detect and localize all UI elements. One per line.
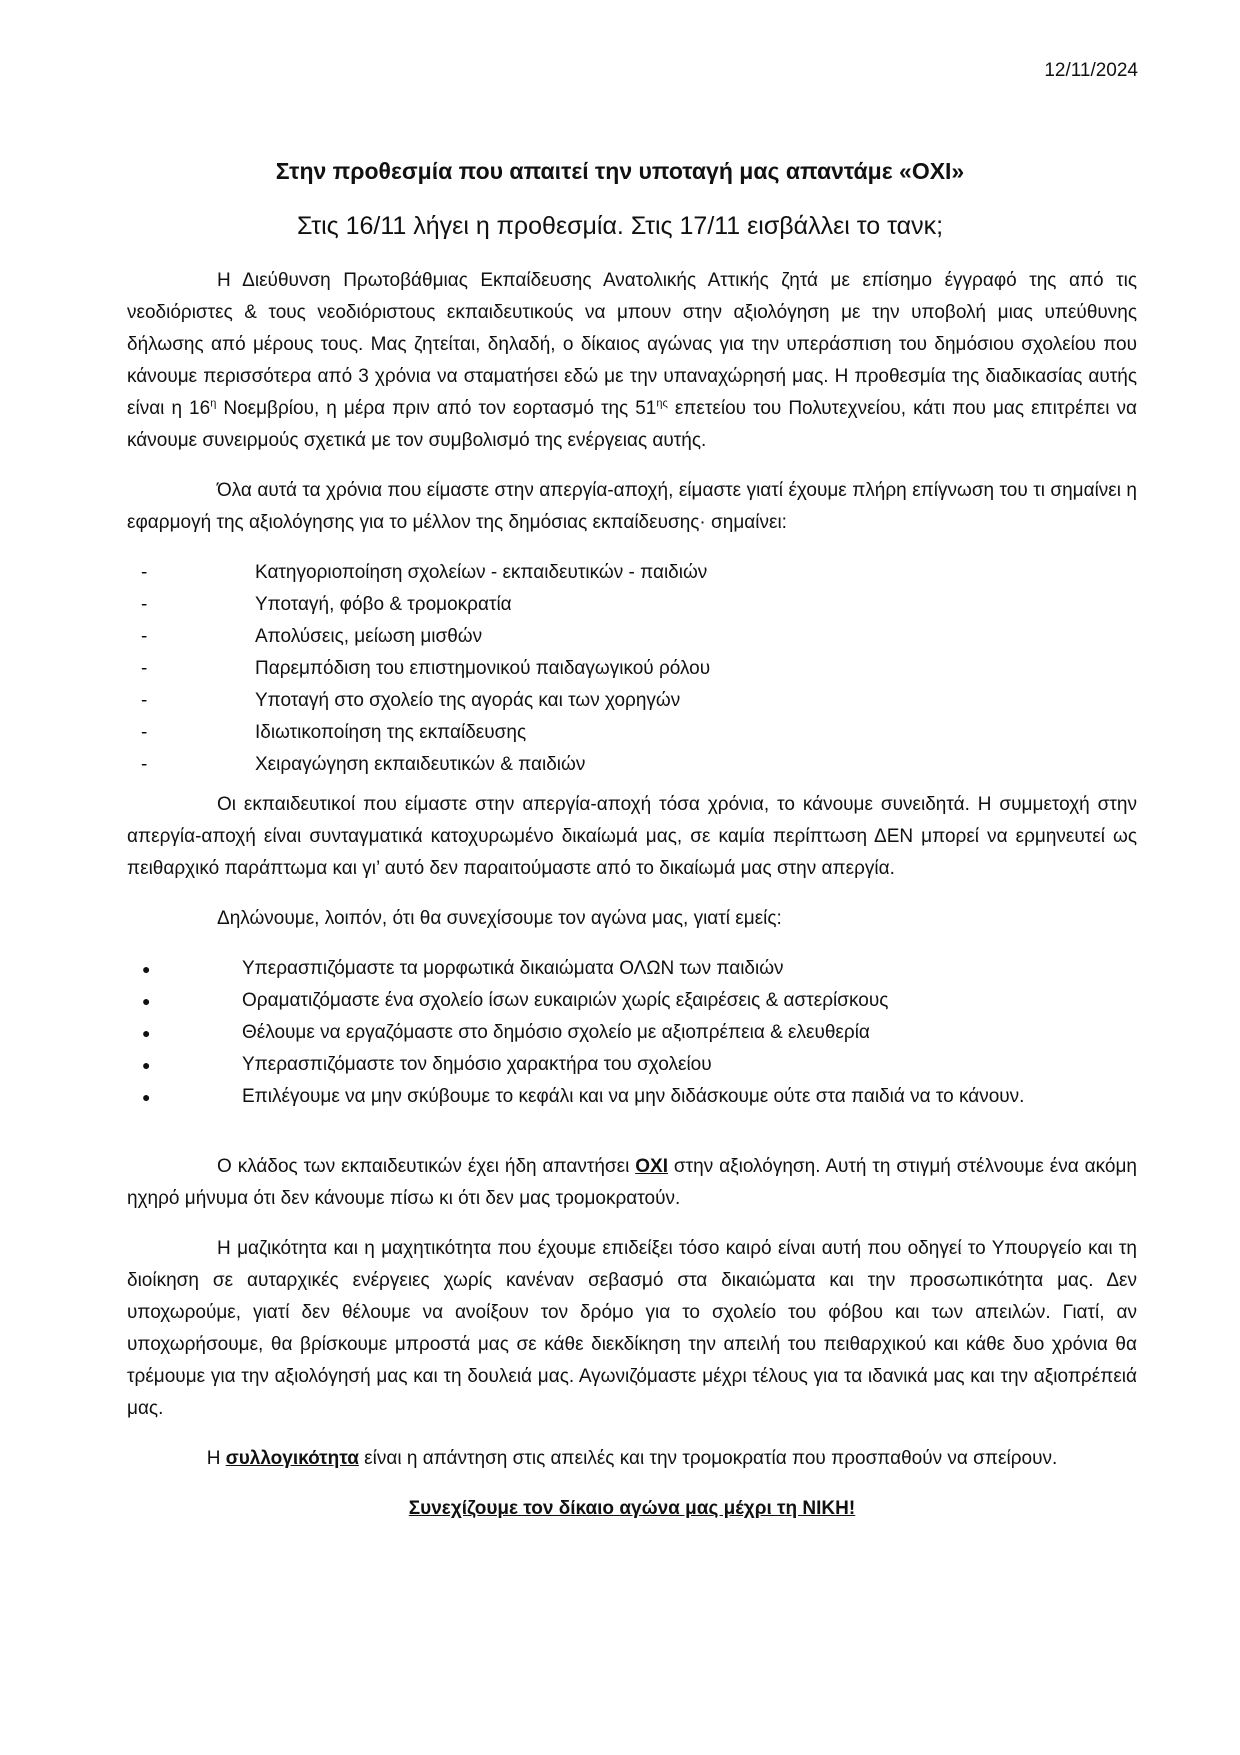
- list-item: - Υποταγή, φόβο & τρομοκρατία: [255, 589, 1137, 621]
- consequences-list: [127, 557, 1137, 781]
- list-item: - Παρεμπόδιση του επιστημονικού παιδαγωγικού ρόλου: [255, 653, 1137, 685]
- list-item: ● Επιλέγουμε να μην σκύβουμε το κεφάλι και να μην διδάσκουμε ούτε στα παιδιά να το κάνουν.: [242, 1081, 1137, 1113]
- paragraph-strike: Οι εκπαιδευτικοί που είμαστε στην απεργία-αποχή τόσα χρόνια, το κάνουμε συνειδητά. Η συμμετοχή στην απεργία-αποχή είναι συνταγματικά κατοχυρωμένο δικαίωμά μας, σε καμία περίπτωση ΔΕΝ μπορεί να ερμηνευτεί ως πειθαρχικό παράπτωμα και γι’ αυτό δεν παραιτούμαστε από το δικαίωμά μας στην απεργία.: [127, 794, 1137, 879]
- list-item: - Χειραγώγηση εκπαιδευτικών & παιδιών: [255, 749, 1137, 781]
- paragraph-collectivity-text: Η: [206, 1448, 226, 1469]
- paragraph-answer-text: στην αξιολόγηση. Αυτή τη στιγμή στέλνουμε ένα ακόμη ηχηρό μήνυμα ότι δεν κάνουμε πίσω κι ότι δεν μας τρομοκρατούν.: [127, 1156, 1138, 1209]
- list-item: - Απολύσεις, μείωση μισθών: [255, 621, 1137, 653]
- paragraph-answer: [127, 1151, 1137, 1215]
- paragraph-answer-text: Ο κλάδος των εκπαιδευτικών έχει ήδη απαντήσει: [217, 1156, 636, 1177]
- list-item: ● Οραματιζόμαστε ένα σχολείο ίσων ευκαιριών χωρίς εξαιρέσεις & αστερίσκους: [242, 985, 1137, 1017]
- document-title: Στην προθεσμία που απαιτεί την υποταγή μας απαντάμε «ΟΧΙ»: [275, 158, 965, 184]
- list-item: ● Υπερασπιζόμαστε τα μορφωτικά δικαιώματα ΟΛΩΝ των παιδιών: [242, 953, 1137, 985]
- document-subtitle: Στις 16/11 λήγει η προθεσμία. Στις 17/11 εισβάλλει το τανκ;: [296, 212, 944, 240]
- list-item: - Ιδιωτικοποίηση της εκπαίδευσης: [255, 717, 1137, 749]
- emphasis-collectivity: συλλογικότητα: [225, 1448, 359, 1469]
- list-item: - Υποταγή στο σχολείο της αγοράς και των χορηγών: [255, 685, 1137, 717]
- list-item: - Κατηγοριοποίηση σχολείων - εκπαιδευτικών - παιδιών: [255, 557, 1137, 589]
- paragraph-resolve: Η μαζικότητα και η μαχητικότητα που έχουμε επιδείξει τόσο καιρό είναι αυτή που οδηγεί το Υπουργείο και τη διοίκηση σε αυταρχικές ενέργειες χωρίς κανέναν σεβασμό στα δικαιώματα και την προσωπικότητα μας. Δεν υποχωρούμε, γιατί δεν θέλουμε να ανοίξουν τον δρόμο για το σχολείο του φόβου και των απειλών. Γιατί, αν υποχωρήσουμε, θα βρίσκουμε μπροστά μας σε κάθε διεκδίκηση την απειλή του πειθαρχικού και κάθε δυο χρόνια θα τρέμουμε για την αξιολόγησή μας και τη δουλειά μας. Αγωνιζόμαστε μέχρι τέλους για τα ιδανικά μας και την αξιοπρέπειά μας.: [127, 1238, 1137, 1419]
- paragraph-intro-text: Η Διεύθυνση Πρωτοβάθμιας Εκπαίδευσης Ανατολικής Αττικής ζητά με επίσημο έγγραφό της από τις νεοδιόριστες & τους νεοδιόριστους εκπαιδευτικούς να μπουν στην αξιολόγηση με την υποβολή μιας υπεύθυνης δήλωσης από μέρους τους. Μας ζητείται, δηλαδή, ο δίκαιος αγώνας για την υπεράσπιση του δημόσιου σχολείου που κάνουμε περισσότερα από 3 χρόνια να σταματήσει εδώ με την υπαναχώρησή μας. Η προθεσμία της διαδικασίας αυτής είναι η 16: [127, 270, 1137, 419]
- paragraph-collectivity-text: είναι η απάντηση στις απειλές και την τρομοκρατία που προσπαθούν να σπείρουν.: [358, 1448, 1058, 1469]
- document-body: [127, 265, 1137, 1543]
- paragraph-declaration: Δηλώνουμε, λοιπόν, ότι θα συνεχίσουμε τον αγώνα μας, γιατί εμείς:: [217, 908, 782, 929]
- paragraph-intro-text: Νοεμβρίου, η μέρα πριν από τον εορτασμό της 51: [216, 398, 657, 419]
- paragraph-meaning: Όλα αυτά τα χρόνια που είμαστε στην απεργία-αποχή, είμαστε γιατί έχουμε πλήρη επίγνωση του τι σημαίνει η εφαρμογή της αξιολόγησης για το μέλλον της δημόσιας εκπαίδευσης· σημαίνει:: [127, 480, 1137, 533]
- emphasis-no: ΟΧΙ: [635, 1156, 668, 1177]
- superscript-ordinal: ης: [656, 397, 668, 410]
- paragraph-collectivity: [127, 1443, 1137, 1475]
- spacer: [127, 1121, 1137, 1151]
- paragraph-intro-text: επετείου του Πολυτεχνείου, κάτι που μας επιτρέπει να κάνουμε συνειρμούς σχετικά με τον συμβολισμό της ενέργειας αυτής.: [127, 398, 1137, 451]
- superscript-ordinal: η: [210, 397, 217, 410]
- closing-slogan: [127, 1493, 1137, 1525]
- commitments-list: [127, 953, 1137, 1113]
- list-item: ● Θέλουμε να εργαζόμαστε στο δημόσιο σχολείο με αξιοπρέπεια & ελευθερία: [242, 1017, 1137, 1049]
- list-item: ● Υπερασπιζόμαστε τον δημόσιο χαρακτήρα του σχολείου: [242, 1049, 1137, 1081]
- closing-slogan-text: Συνεχίζουμε τον δίκαιο αγώνα μας μέχρι τη ΝΙΚΗ!: [408, 1498, 856, 1519]
- document-date: 12/11/2024: [1044, 60, 1138, 81]
- paragraph-intro: [127, 265, 1137, 457]
